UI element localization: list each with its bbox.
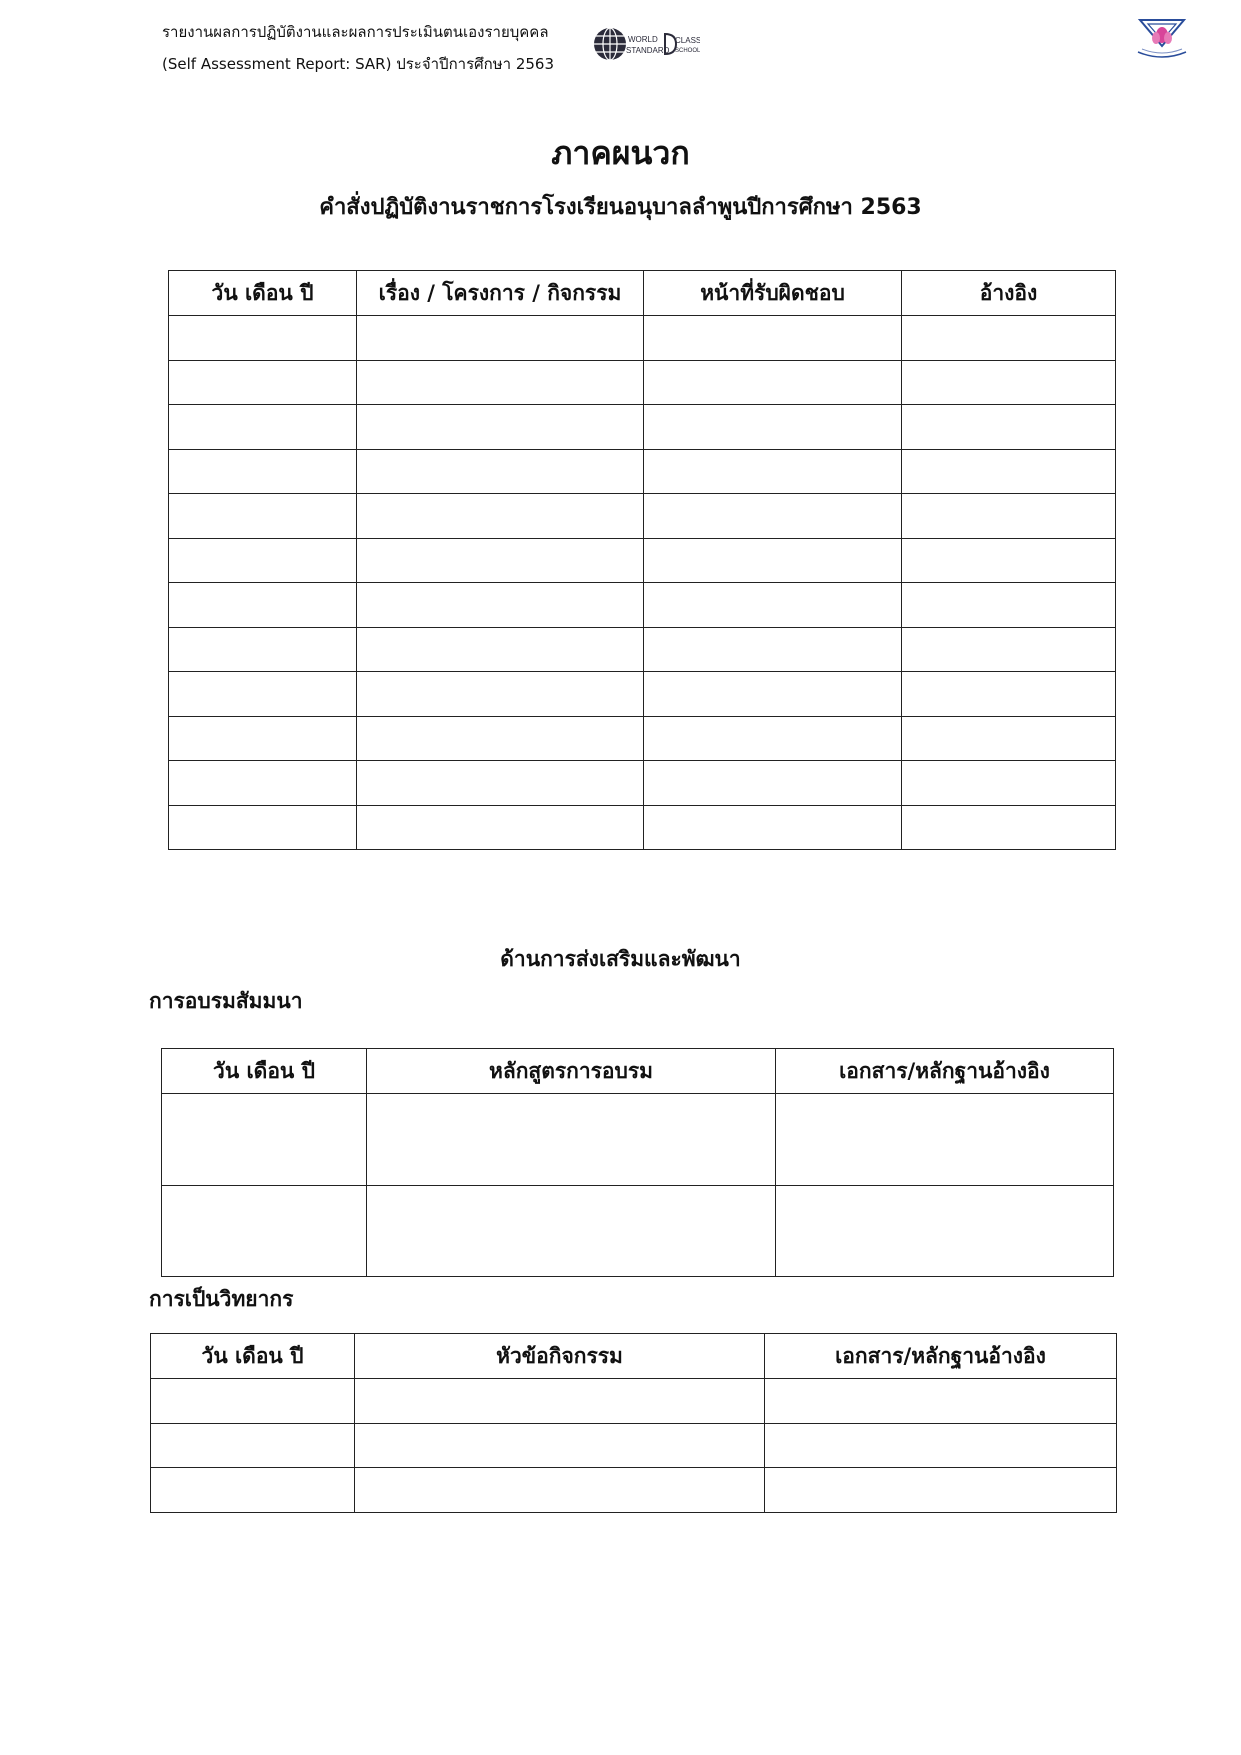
table-cell [357,672,644,717]
report-header-line-1: รายงานผลการปฏิบัติงานและผลการประเมินตนเองรายบุคคล [162,23,549,41]
table-cell [162,1185,367,1277]
table-cell [902,405,1116,450]
table-cell [357,538,644,583]
table-cell [644,716,902,761]
table-cell [765,1423,1117,1468]
table-cell [355,1468,765,1513]
table-row [169,583,1116,628]
column-header-evidence: เอกสาร/หลักฐานอ้างอิง [776,1049,1114,1094]
table-cell [357,494,644,539]
table-cell [902,761,1116,806]
table-cell [902,360,1116,405]
logo-word-school: SCHOOL [675,48,700,54]
table-cell [169,583,357,628]
table-cell [169,672,357,717]
table-cell [902,538,1116,583]
table-cell [902,449,1116,494]
table-cell [169,405,357,450]
table-cell [169,627,357,672]
table-cell [644,494,902,539]
table-row [151,1379,1117,1424]
section-heading: ด้านการส่งเสริมและพัฒนา [500,947,741,971]
table-header-row [162,1049,1114,1094]
table-cell [169,805,357,850]
table-cell [902,716,1116,761]
training-table [161,1048,1114,1277]
column-header-course: หลักสูตรการอบรม [367,1049,776,1094]
table-cell [357,716,644,761]
table-row [169,672,1116,717]
report-header-line-2: (Self Assessment Report: SAR) ประจำปีการศึกษา 2563 [162,55,554,73]
table-cell [162,1094,367,1186]
table-cell [151,1379,355,1424]
column-header-activity: หัวข้อกิจกรรม [355,1334,765,1379]
table-cell [902,583,1116,628]
page-title: ภาคผนวก [551,134,690,172]
table-row [169,316,1116,361]
table-cell [357,583,644,628]
page-subtitle: คำสั่งปฏิบัติงานราชการโรงเรียนอนุบาลลำพูนปีการศึกษา 2563 [319,195,922,220]
table-cell [902,627,1116,672]
table-cell [357,316,644,361]
speaker-table [150,1333,1117,1513]
table-row [169,405,1116,450]
table-cell [169,449,357,494]
table-cell [644,449,902,494]
table-cell [169,761,357,806]
table-row [169,627,1116,672]
table-cell [644,405,902,450]
table-row [151,1423,1117,1468]
table-row [169,360,1116,405]
table-cell [367,1094,776,1186]
table-cell [644,627,902,672]
table-cell [357,627,644,672]
table-cell [644,538,902,583]
table-cell [357,360,644,405]
speaker-section-label: การเป็นวิทยากร [149,1287,294,1311]
table-cell [355,1379,765,1424]
table-cell [765,1379,1117,1424]
table-cell [644,360,902,405]
table-header-row [151,1334,1117,1379]
table-cell [902,805,1116,850]
logo-word-world: WORLD [628,35,658,44]
column-header-responsibility: หน้าที่รับผิดชอบ [644,271,902,316]
table-header-row [169,271,1116,316]
table-cell [765,1468,1117,1513]
table-cell [644,672,902,717]
column-header-date: วัน เดือน ปี [151,1334,355,1379]
table-row [162,1094,1114,1186]
table-row [169,761,1116,806]
table-cell [169,360,357,405]
table-cell [357,449,644,494]
table-cell [644,761,902,806]
column-header-date: วัน เดือน ปี [169,271,357,316]
table-cell [644,583,902,628]
table-row [169,805,1116,850]
school-emblem-icon [1134,16,1190,60]
column-header-reference: อ้างอิง [902,271,1116,316]
table-cell [357,405,644,450]
column-header-subject: เรื่อง / โครงการ / กิจกรรม [357,271,644,316]
table-cell [902,672,1116,717]
table-row [162,1185,1114,1277]
orders-table [168,270,1116,850]
table-row [169,716,1116,761]
table-cell [367,1185,776,1277]
table-cell [776,1094,1114,1186]
logo-word-class: CLASS [675,36,700,45]
table-cell [355,1423,765,1468]
column-header-evidence: เอกสาร/หลักฐานอ้างอิง [765,1334,1117,1379]
table-cell [151,1423,355,1468]
column-header-date: วัน เดือน ปี [162,1049,367,1094]
training-section-label: การอบรมสัมมนา [149,989,303,1013]
world-class-school-logo [592,26,700,62]
table-cell [151,1468,355,1513]
table-cell [902,316,1116,361]
table-cell [169,316,357,361]
table-cell [644,805,902,850]
logo-word-standard: STANDARD [626,46,670,55]
table-cell [169,716,357,761]
table-row [169,538,1116,583]
table-cell [169,538,357,583]
table-cell [902,494,1116,539]
table-cell [357,805,644,850]
table-row [169,449,1116,494]
table-cell [644,316,902,361]
table-row [169,494,1116,539]
table-cell [357,761,644,806]
table-cell [169,494,357,539]
table-row [151,1468,1117,1513]
table-cell [776,1185,1114,1277]
